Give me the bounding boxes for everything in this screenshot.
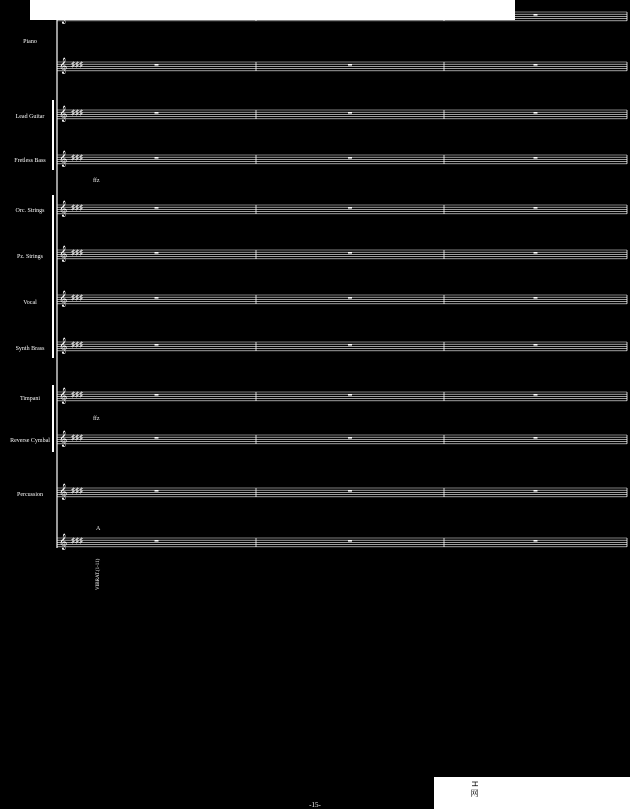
fretless-bass-rest	[348, 157, 352, 158]
orc-strings-key-signature: ♯♯♯	[71, 203, 83, 212]
percussion-2-rest	[348, 540, 352, 541]
piano-treble-clef: 𝄞	[59, 9, 68, 24]
piano-bass-rest	[348, 64, 352, 65]
pz-strings-rest	[534, 252, 538, 253]
percussion-key-signature: ♯♯♯	[71, 486, 83, 495]
piano-bass-key-signature: ♯♯♯	[71, 60, 83, 69]
lead-guitar-clef: 𝄞	[59, 107, 68, 122]
percussion-rest	[348, 490, 352, 491]
pz-strings-key-signature: ♯♯♯	[71, 248, 83, 257]
dynamic-marking: ffz	[93, 178, 100, 184]
fretless-bass-rest	[155, 157, 159, 158]
percussion-2-rest	[534, 540, 538, 541]
pz-strings-rest	[348, 252, 352, 253]
timpani-clef: 𝄞	[59, 389, 68, 404]
percussion-2-clef: 𝄞	[59, 535, 68, 550]
lead-guitar-key-signature: ♯♯♯	[71, 108, 83, 117]
piano-treble-rest	[155, 14, 159, 15]
timpani-rest	[534, 394, 538, 395]
instrument-name: Percussion	[17, 492, 43, 498]
instrument-name: Lead Guitar	[15, 114, 45, 120]
vocal-rest	[155, 297, 159, 298]
reverse-cymbal-clef: 𝄞	[59, 432, 68, 447]
percussion-clef: 𝄞	[59, 485, 68, 500]
vocal-key-signature: ♯♯♯	[71, 293, 83, 302]
orc-strings-clef: 𝄞	[59, 202, 68, 217]
reverse-cymbal-rest	[155, 437, 159, 438]
synth-brass-key-signature: ♯♯♯	[71, 340, 83, 349]
vocal-clef: 𝄞	[59, 292, 68, 307]
pz-strings-clef: 𝄞	[59, 247, 68, 262]
fretless-bass-key-signature: ♯♯♯	[71, 153, 83, 162]
watermark-text: H 网	[470, 781, 479, 797]
lead-guitar-rest	[155, 112, 159, 113]
piano-treble-rest	[348, 14, 352, 15]
reverse-cymbal-rest	[534, 437, 538, 438]
instrument-name: Timpani	[19, 396, 41, 402]
vocal-rest	[534, 297, 538, 298]
vertical-label: VIBRAT.(1-11)	[96, 558, 101, 590]
orc-strings-rest	[155, 207, 159, 208]
reverse-cymbal-rest	[348, 437, 352, 438]
piano-treble-rest	[534, 14, 538, 15]
instrument-name: Pz. Strings	[16, 254, 44, 260]
piano-treble-key-signature: ♯♯♯	[71, 10, 83, 19]
lead-guitar-rest	[348, 112, 352, 113]
synth-brass-rest	[155, 344, 159, 345]
instrument-name: Piano	[23, 39, 37, 45]
instrument-name: Fretless Bass	[14, 158, 46, 164]
timpani-rest	[155, 394, 159, 395]
synth-brass-rest	[534, 344, 538, 345]
fretless-bass-clef: 𝄞	[59, 152, 68, 167]
multimeasure-rest-number: 1	[100, 6, 103, 12]
timpani-rest	[348, 394, 352, 395]
fretless-bass-rest	[534, 157, 538, 158]
instrument-name: Orc. Strings	[15, 208, 45, 214]
measure-marking: A	[96, 526, 101, 532]
page-number: -15-	[309, 801, 321, 809]
timpani-key-signature: ♯♯♯	[71, 390, 83, 399]
percussion-2-rest	[155, 540, 159, 541]
synth-brass-rest	[348, 344, 352, 345]
instrument-name: Reverse Cymbal	[10, 438, 50, 444]
piano-bass-rest	[534, 64, 538, 65]
orc-strings-rest	[534, 207, 538, 208]
vocal-rest	[348, 297, 352, 298]
percussion-2-key-signature: ♯♯♯	[71, 536, 83, 545]
orc-strings-rest	[348, 207, 352, 208]
instrument-name: Vocal	[23, 300, 37, 306]
percussion-rest	[155, 490, 159, 491]
pz-strings-rest	[155, 252, 159, 253]
piano-bass-clef: 𝄞	[59, 59, 68, 74]
instrument-name: Synth Brass	[15, 346, 45, 352]
synth-brass-clef: 𝄞	[59, 339, 68, 354]
reverse-cymbal-key-signature: ♯♯♯	[71, 433, 83, 442]
dynamic-marking: ffz	[93, 416, 100, 422]
lead-guitar-rest	[534, 112, 538, 113]
piano-bass-rest	[155, 64, 159, 65]
percussion-rest	[534, 490, 538, 491]
